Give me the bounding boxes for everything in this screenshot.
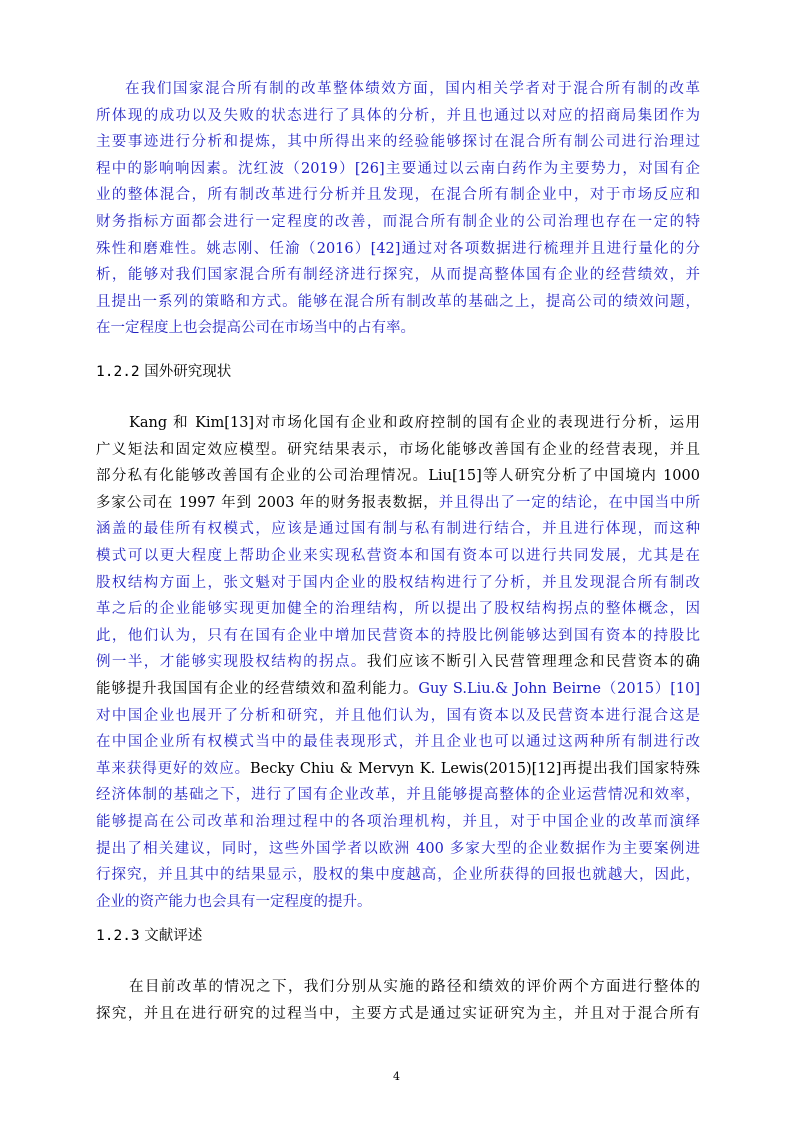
text-line: 例一半，才能够实现股权结构的拐点。我们应该不断引入民营管理理念和民营资本的确 — [96, 654, 700, 671]
text-line: 涵盖的最佳所有权模式，应该是通过国有制与私有制进行结合，并且进行体现，而这种 — [96, 521, 700, 538]
text-line: 所体现的成功以及失败的状态进行了具体的分析，并且也通过以对应的招商局集团作为 — [96, 107, 700, 124]
text-line: 革来获得更好的效应。Becky Chiu & Mervyn K. Lewis(2015)[12]再提出我们国家特殊 — [96, 760, 700, 777]
text-line: 革之后的企业能够实现更加健全的治理结构，所以提出了股权结构拐点的整体概念，因 — [96, 601, 700, 618]
section-number: 1.2.2 — [96, 364, 140, 380]
text-line: 殊性和磨难性。姚志刚、任渝（2016）[42]通过对各项数据进行梳理并且进行量化的分 — [96, 240, 700, 257]
text-line: 部分私有化能够改善国有企业的公司治理情况。Liu[15]等人研究分析了中国境内 1000 — [96, 468, 700, 485]
text-line: 程中的影响响因素。沈红波（2019）[26]主要通过以云南白药作为主要势力，对国有企 — [96, 160, 700, 177]
section-heading-foreign-research — [96, 362, 231, 382]
paragraph-mixed-ownership-domestic — [96, 76, 700, 342]
text-line: 股权结构方面上，张文魁对于国内企业的股权结构进行了分析，并且发现混合所有制改 — [96, 574, 700, 591]
text-line: 模式可以更大程度上帮助企业来实现私营资本和国有资本可以进行共同发展，尤其是在 — [96, 547, 700, 564]
text-line: 在我们国家混合所有制的改革整体绩效方面，国内相关学者对于混合所有制的改革 — [125, 81, 700, 97]
text-line: 能够提高在公司改革和治理过程中的各项治理机构，并且，对于中国企业的改革而演绎 — [96, 813, 700, 830]
text-line: 析，能够对我们国家混合所有制经济进行探究，从而提高整体国有企业的经营绩效，并 — [96, 267, 700, 284]
text-line: 能够提升我国国有企业的经营绩效和盈利能力。Guy S.Liu.& John Beirne（2015）[10] — [96, 680, 700, 697]
paragraph-literature-review — [96, 974, 700, 1027]
section-title: 国外研究现状 — [144, 364, 232, 380]
text-line: 探究，并且在进行研究的过程当中，主要方式是通过实证研究为主，并且对于混合所有 — [96, 1005, 700, 1022]
text-line: 财务指标方面都会进行一定程度的改善，而混合所有制企业的公司治理也存在一定的特 — [96, 213, 700, 230]
section-title: 文献评述 — [144, 928, 203, 944]
section-number: 1.2.3 — [96, 928, 140, 944]
text-line: 经济体制的基础之下，进行了国有企业改革，并且能够提高整体的企业运营情况和效率， — [96, 787, 700, 804]
text-line: 主要事迹进行分析和提炼，其中所得出来的经验能够探讨在混合所有制公司进行治理过 — [96, 134, 700, 151]
text-line: 且提出一系列的策略和方式。能够在混合所有制改革的基础之上，提高公司的绩效问题， — [96, 293, 700, 310]
text-line: 提出了相关建议，同时，这些外国学者以欧洲 400 多家大型的企业数据作为主要案例进 — [96, 840, 700, 857]
text-line: 在中国企业所有权模式当中的最佳表现形式，并且企业也可以通过这两种所有制进行改 — [96, 734, 700, 751]
page-number: 4 — [393, 1070, 400, 1083]
text-line: 行探究，并且其中的结果显示，股权的集中度越高，企业所获得的回报也就越大，因此， — [96, 867, 700, 884]
text-line: 此，他们认为，只有在国有企业中增加民营资本的持股比例能够达到国有资本的持股比 — [96, 627, 700, 644]
text-line: 多家公司在 1997 年到 2003 年的财务报表数据，并且得出了一定的结论，在中国当中所 — [96, 494, 700, 511]
text-line: 企业的资产能力也会具有一定程度的提升。 — [96, 893, 372, 910]
text-line: 在目前改革的情况之下，我们分别从实施的路径和绩效的评价两个方面进行整体的 — [129, 979, 700, 995]
text-line: 在一定程度上也会提高公司在市场当中的占有率。 — [96, 320, 415, 337]
text-line: 对中国企业也展开了分析和研究，并且他们认为，国有资本以及民营资本进行混合这是 — [96, 707, 700, 724]
paragraph-foreign-research — [96, 410, 700, 915]
section-heading-literature-review — [96, 926, 202, 946]
text-line: 业的整体混合，所有制改革进行分析并且发现，在混合所有制企业中，对于市场反应和 — [96, 187, 700, 204]
text-line: Kang 和 Kim[13]对市场化国有企业和政府控制的国有企业的表现进行分析，运用 — [129, 415, 700, 431]
text-line: 广义矩法和固定效应模型。研究结果表示，市场化能够改善国有企业的经营表现，并且 — [96, 441, 700, 458]
